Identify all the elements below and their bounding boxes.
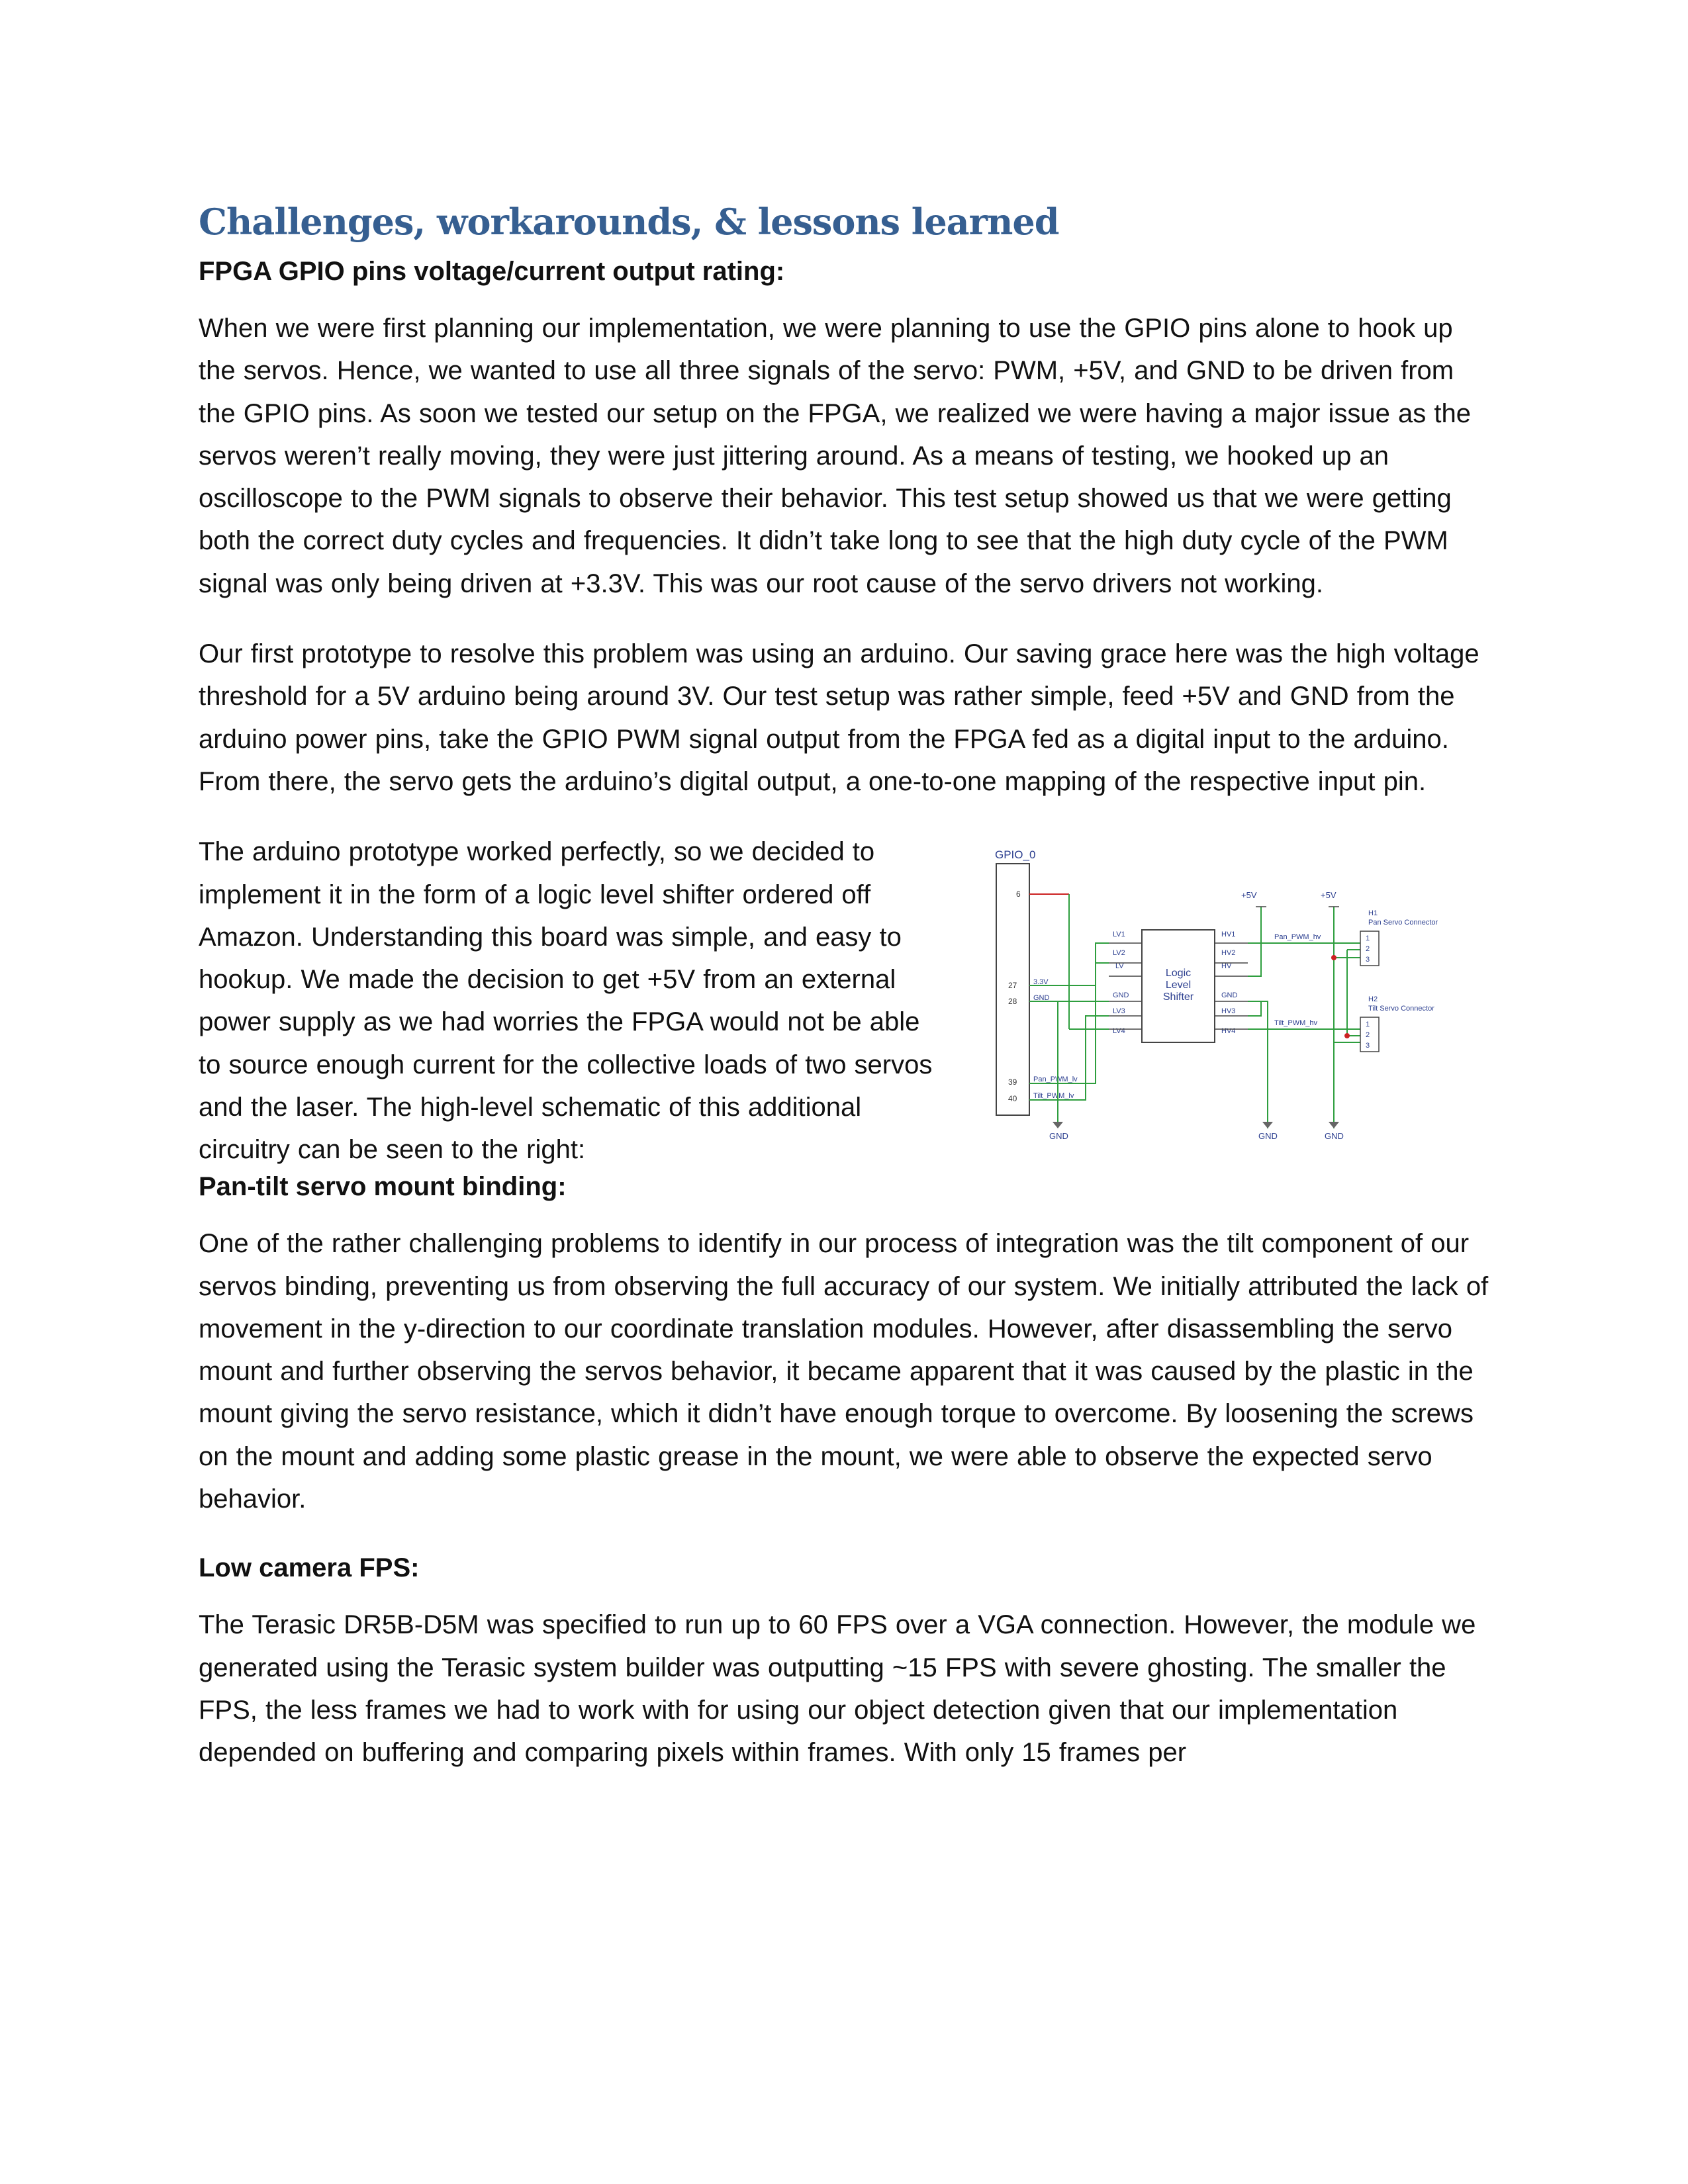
- paragraph-gpio-3: The arduino prototype worked perfectly, so we decided to implement it in the form of a logic level shifter ordered off Amazon. Understanding this board was simple, and easy to hookup. We made the decision to get +5V from an external power supply as we had worries the FPGA would not be able to source enough current for the collective loads of two servos and the laser. The high-level schematic of this additional circuitry can be seen to the right:: [199, 837, 933, 1165]
- net-label: GND: [1033, 994, 1050, 1003]
- paragraph-gpio-2: Our first prototype to resolve this problem was using an arduino. Our saving grace here was the high voltage threshold for a 5V arduino being around 3V. Our test setup was rather simple, feed +5V and GND from the arduino power pins, take the GPIO PWM signal output from the FPGA fed as a digital input to the arduino. From there, the servo gets the arduino’s digital output, a one-to-one mapping of the respective input pin.: [199, 639, 1479, 796]
- connector-name: Pan Servo Connector: [1368, 919, 1438, 927]
- svg-text:GND: GND: [1113, 991, 1129, 1000]
- ground-label: GND: [1049, 1131, 1068, 1142]
- section-title-camera-fps: Low camera FPS:: [199, 1553, 420, 1583]
- paragraph-gpio-1: When we were first planning our implementation, we were planning to use the GPIO pins alone to hook up the servos. Hence, we wanted to use all three signals of the servo: PWM, +5V, and GND to be driven from the GPIO pins. As soon we tested our setup on the FPGA, we realized we were having a major issue as the servos weren’t really moving, they were just jittering around. As a means of testing, we hooked up an oscilloscope to the PWM signals to observe their behavior. This test setup showed us that we were getting both the correct duty cycles and frequencies. It didn’t take long to see that the high duty cycle of the PWM signal was only being driven at +3.3V. This was our root cause of the servo drivers not working.: [199, 314, 1471, 598]
- svg-text:LV1: LV1: [1113, 931, 1125, 939]
- svg-text:HV3: HV3: [1221, 1007, 1236, 1016]
- connector-pins: [1366, 1021, 1370, 1050]
- section-title-gpio: FPGA GPIO pins voltage/current output rating:: [199, 257, 785, 286]
- svg-text:1: 1: [1366, 1021, 1370, 1029]
- pin-number: 27: [1008, 981, 1017, 991]
- paragraph-pan-tilt: One of the rather challenging problems to identify in our process of integration was the tilt component of our servos binding, preventing us from observing the full accuracy of our system. We initially attributed the lack of movement in the y-direction to our coordinate translation modules. However, after disassembling the servo mount and further observing the servos behavior, it became apparent that it was caused by the plastic in the mount giving the servo resistance, which it didn’t have enough torque to overcome. By loosening the screws on the mount and adding some plastic grease in the mount, we were able to observe the expected servo behavior.: [199, 1229, 1489, 1514]
- ground-label: GND: [1258, 1131, 1278, 1142]
- ground-symbols: [1053, 1122, 1339, 1128]
- svg-text:LV4: LV4: [1113, 1027, 1125, 1036]
- net-label: Pan_PWM_hv: [1274, 933, 1321, 942]
- connector-ref: H1: [1368, 909, 1378, 918]
- svg-text:1: 1: [1366, 934, 1370, 943]
- connector-name: Tilt Servo Connector: [1368, 1005, 1434, 1013]
- shifter-label: Shifter: [1162, 991, 1194, 1003]
- svg-text:2: 2: [1366, 945, 1370, 954]
- pin-number: 40: [1008, 1094, 1017, 1104]
- svg-text:HV4: HV4: [1221, 1027, 1236, 1036]
- svg-text:LV3: LV3: [1113, 1007, 1125, 1016]
- pin-number: 28: [1008, 997, 1017, 1007]
- shifter-left-pins: [1113, 931, 1129, 1035]
- document-page: [199, 192, 1496, 1802]
- svg-text:3: 3: [1366, 956, 1370, 964]
- shifter-right-pins: [1221, 931, 1238, 1035]
- text-with-figure: [199, 831, 1496, 1165]
- svg-text:GND: GND: [1221, 991, 1238, 1000]
- gpio-header-label: GPIO_0: [995, 848, 1036, 862]
- net-label: 3.3V: [1033, 978, 1049, 987]
- level-shifter-schematic: [990, 844, 1493, 1142]
- svg-text:2: 2: [1366, 1031, 1370, 1040]
- net-label: Pan_PWM_lv: [1033, 1075, 1078, 1084]
- pin-number: 6: [1016, 889, 1021, 899]
- supply-label: +5V: [1241, 890, 1257, 901]
- net-label: Tilt_PWM_lv: [1033, 1092, 1074, 1101]
- pin-number: 39: [1008, 1077, 1017, 1087]
- svg-text:3: 3: [1366, 1042, 1370, 1050]
- svg-text:LV2: LV2: [1113, 949, 1125, 958]
- section-title-pan-tilt: Pan-tilt servo mount binding:: [199, 1172, 567, 1202]
- connector-ref: H2: [1368, 995, 1378, 1004]
- svg-text:HV1: HV1: [1221, 931, 1236, 939]
- net-label: Tilt_PWM_hv: [1274, 1019, 1317, 1028]
- ground-label: GND: [1325, 1131, 1344, 1142]
- paragraph-camera-fps: The Terasic DR5B-D5M was specified to run up to 60 FPS over a VGA connection. However, the module we generated using the Terasic system builder was outputting ~15 FPS with severe ghosting. The smaller the FPS, the less frames we had to work with for using our object detection given that our implementation depended on buffering and comparing pixels within frames. With only 15 frames per: [199, 1610, 1476, 1768]
- header-wires: [1029, 894, 1109, 1122]
- shifter-label: Level: [1165, 979, 1192, 991]
- shifter-label: Logic: [1165, 968, 1192, 979]
- supply-label: +5V: [1321, 890, 1336, 901]
- svg-text:LV: LV: [1115, 962, 1124, 971]
- page-heading: Challenges, workarounds, & lessons learned: [199, 201, 1059, 243]
- svg-text:HV2: HV2: [1221, 949, 1236, 958]
- connector-pins: [1366, 934, 1370, 964]
- svg-text:HV: HV: [1221, 962, 1232, 971]
